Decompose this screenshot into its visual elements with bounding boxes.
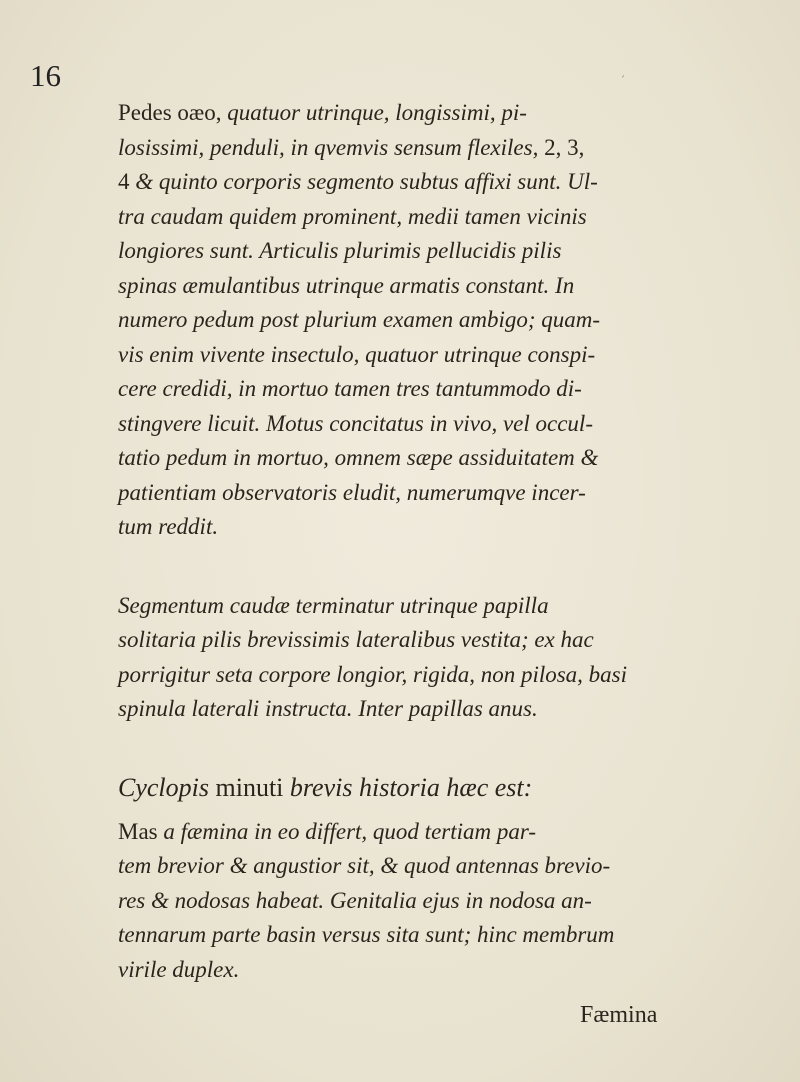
text-line <box>118 165 678 200</box>
text-run: virile duplex. <box>118 956 240 982</box>
section-heading-cyclopis <box>118 771 678 805</box>
text-run: tum reddit. <box>118 514 219 539</box>
text-run: Pedes oӕo, <box>118 100 228 125</box>
paragraph-gap <box>118 545 678 589</box>
paragraph-gap <box>118 727 678 771</box>
text-line <box>118 372 678 407</box>
text-line <box>118 692 678 727</box>
text-run: patientiam observatoris eludit, numerumqve incer- <box>118 479 586 505</box>
text-line <box>118 953 678 988</box>
text-run: solitaria pilis brevissimis lateralibus vestita; ex hac <box>118 627 594 652</box>
catchword: Fæmina <box>580 1002 658 1028</box>
paragraph-pedes <box>118 96 678 545</box>
text-line <box>118 441 678 476</box>
text-run: numero pedum post plurium examen ambigo; quam- <box>118 307 601 332</box>
text-run: 2, 3, <box>544 134 585 160</box>
text-run: minuti <box>215 772 290 802</box>
text-line <box>118 407 678 442</box>
paragraph-mas <box>118 815 678 988</box>
text-run: tra caudam quidem prominent, medii tamen vicinis <box>118 203 587 229</box>
text-block <box>118 96 678 987</box>
text-run: stingvere licuit. Motus concitatus in vivo, vel occul- <box>118 410 593 436</box>
text-line <box>118 200 678 235</box>
text-run: porrigitur seta corpore longior, rigida, non pilosa, basi <box>118 661 628 687</box>
text-line <box>118 884 678 919</box>
text-run: & quinto corporis segmento subtus affixi sunt. Ul- <box>135 169 598 194</box>
text-run: cere credidi, in mortuo tamen tres tantummodo di- <box>118 376 582 401</box>
text-line <box>118 623 678 658</box>
text-line <box>118 338 678 373</box>
page-number: 16 <box>30 58 61 93</box>
text-line <box>118 131 678 166</box>
text-run: quatuor utrinque, longissimi, pi- <box>227 100 527 125</box>
text-line <box>118 815 678 850</box>
text-run: losissimi, penduli, in qvemvis sensum flexiles, <box>118 134 545 160</box>
text-line <box>118 234 678 269</box>
ink-speck: ˊ <box>620 76 625 87</box>
text-run: Cyclopis <box>118 772 216 802</box>
text-run: brevis historia hæc est: <box>289 772 533 802</box>
text-line <box>118 658 678 693</box>
text-run: tem brevior & angustior sit, & quod antennas brevio- <box>118 853 611 878</box>
text-line <box>118 269 678 304</box>
text-run: Segmentum caudæ terminatur utrinque papilla <box>118 592 549 618</box>
text-line <box>118 589 678 624</box>
text-run: vis enim vivente insectulo, quatuor utrinque conspi- <box>118 341 596 367</box>
text-run: tennarum parte basin versus sita sunt; hinc membrum <box>118 922 615 947</box>
text-line <box>118 849 678 884</box>
text-line <box>118 918 678 953</box>
text-run: a fæmina in eo differt, quod tertiam par- <box>163 818 537 844</box>
text-run: longiores sunt. Articulis plurimis pellucidis pilis <box>118 238 562 263</box>
text-line <box>118 476 678 511</box>
text-run: spinas æmulantibus utrinque armatis constant. In <box>118 272 575 298</box>
text-run: tatio pedum in mortuo, omnem sæpe assiduitatem & <box>118 445 599 470</box>
text-line <box>118 510 678 545</box>
text-run: res & nodosas habeat. Genitalia ejus in nodosa an- <box>118 887 592 913</box>
paragraph-segmentum <box>118 589 678 727</box>
text-run: spinula laterali instructa. Inter papillas anus. <box>118 696 538 721</box>
text-line <box>118 96 678 131</box>
text-line <box>118 303 678 338</box>
text-run: Mas <box>118 818 164 844</box>
text-run: 4 <box>118 169 136 194</box>
